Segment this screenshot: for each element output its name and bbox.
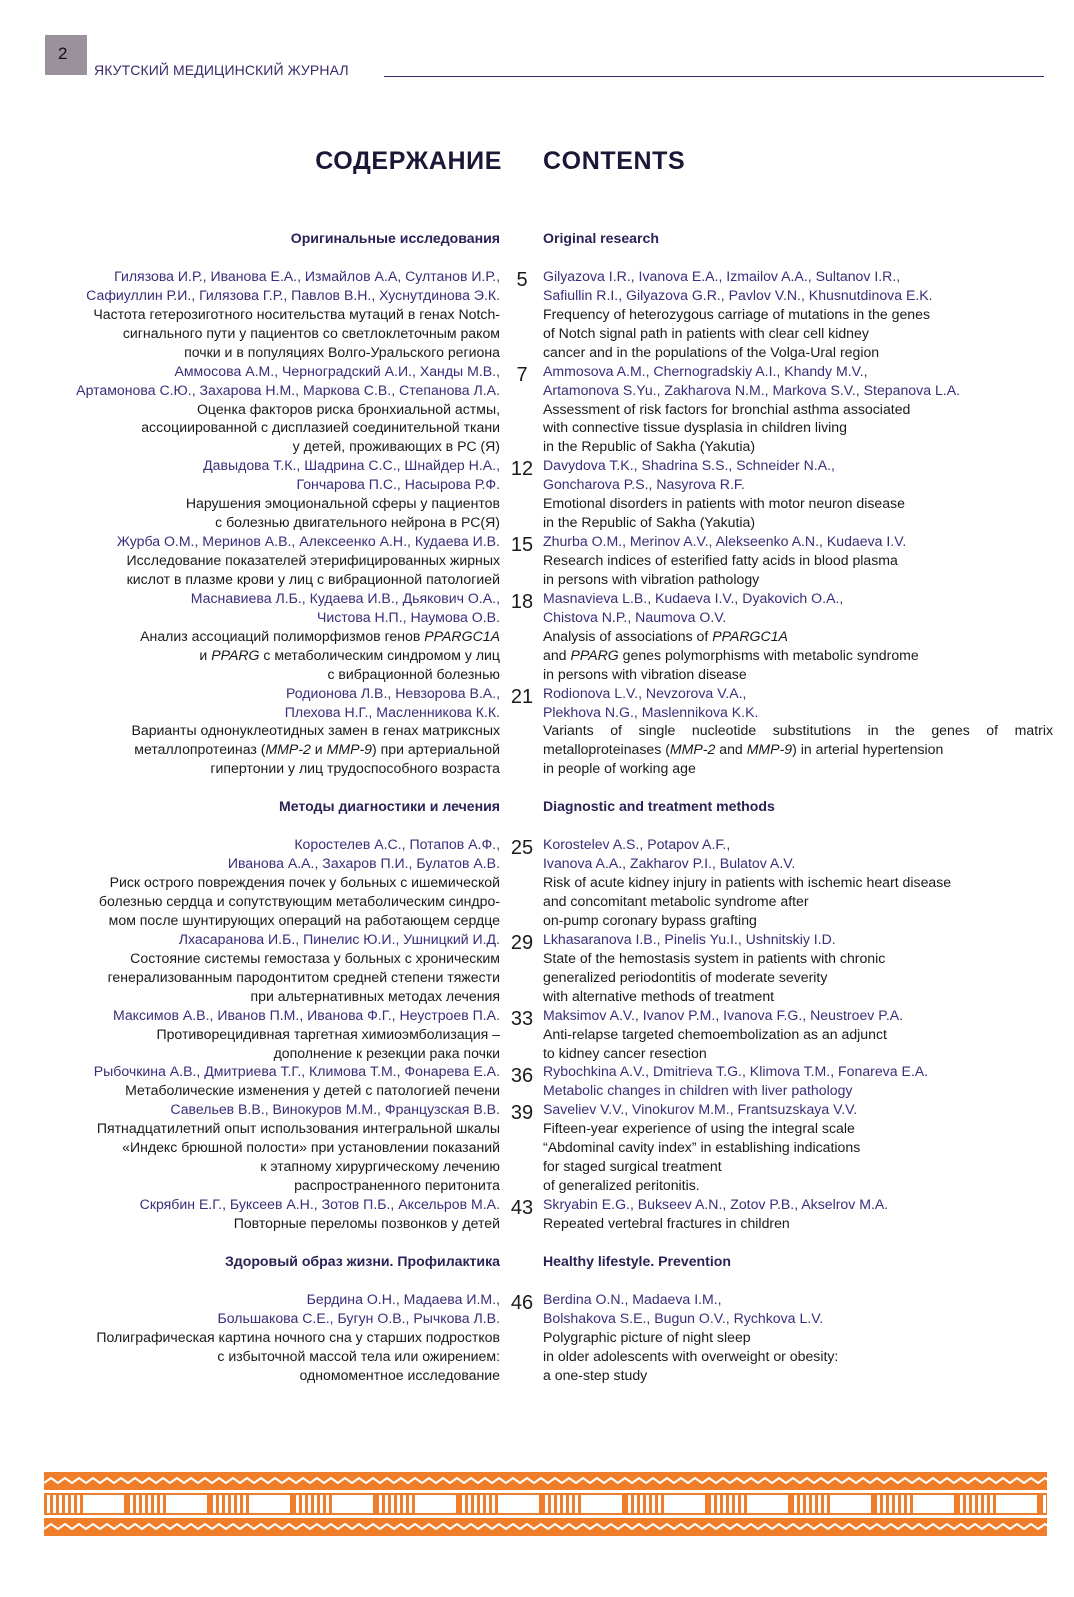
entry-title-en: in older adolescents with overweight or obesity:: [543, 1347, 839, 1364]
spacer: [503, 778, 541, 797]
entry-authors-en: Saveliev V.V., Vinokurov M.M., Frantsuzskaya V.V.: [543, 1101, 858, 1118]
entry-authors-ru: Максимов А.В., Иванов П.М., Иванова Ф.Г., Неустроев П.А.: [112, 1006, 500, 1023]
page-ref-slot: [503, 1195, 541, 1220]
spacer: [503, 513, 541, 532]
heading-en: CONTENTS: [543, 147, 686, 175]
entry-title-en: a one-step study: [543, 1366, 648, 1383]
page-ref-slot: [503, 589, 541, 613]
entry-title-ru: Оценка факторов риска бронхиальной астмы,: [196, 400, 500, 417]
spacer: [543, 816, 1053, 835]
entry-authors-en: Goncharova P.S., Nasyrova R.F.: [543, 476, 745, 493]
entry-title-ru: Повторные переломы позвонков у детей: [233, 1214, 500, 1231]
spacer: [543, 778, 1053, 797]
entry-title-ru: Пятнадцатилетний опыт использования интегральной шкалы: [96, 1120, 500, 1137]
entry-title-ru: «Индекс брюшной полости» при установлении показаний: [122, 1139, 500, 1156]
spacer: [503, 1233, 541, 1252]
entry-title-ru: Варианты однонуклеотидных замен в генах матриксных: [131, 722, 500, 739]
spacer: [503, 1347, 541, 1366]
entry-authors-en: Davydova T.K., Shadrina S.S., Schneider N.A.,: [543, 457, 835, 474]
entry-authors-en: Korostelev A.S., Potapov A.F.,: [543, 836, 731, 853]
page-ref-slot: [503, 532, 541, 557]
spacer: [503, 1366, 541, 1385]
spacer: [503, 437, 541, 456]
page-ref[interactable]: 43: [510, 1197, 534, 1220]
entry-authors-en: Ivanova A.A., Zakharov P.I., Bulatov A.V.: [543, 855, 796, 872]
page-ref-slot: [503, 1063, 541, 1087]
entry-title-en: in the Republic of Sakha (Yakutia): [543, 514, 756, 531]
page-ref[interactable]: 46: [510, 1292, 534, 1314]
spacer: [503, 1271, 541, 1290]
entry-title-en: with alternative methods of treatment: [543, 987, 775, 1004]
entry-title-ru: к этапному хирургическому лечению: [260, 1158, 500, 1175]
spacer: [0, 816, 500, 835]
entry-authors-en: Rodionova L.V., Nevzorova V.A.,: [543, 684, 747, 701]
spacer: [503, 1252, 541, 1271]
entry-title-en: cancer and in the populations of the Volga-Ural region: [543, 343, 880, 360]
entry-authors-en: Gilyazova I.R., Ivanova E.A., Izmailov A.A., Sultanov I.R.,: [543, 267, 901, 284]
page-ref[interactable]: 12: [510, 458, 534, 481]
entry-authors-ru: Лхасаранова И.Б., Пинелис Ю.И., Ушницкий И.Д.: [178, 930, 500, 947]
entry-title-ru: болезнью сердца и сопутствующим метаболическим синдро-: [98, 893, 500, 909]
entry-title-ru: одномоментное исследование: [299, 1366, 500, 1383]
entry-title-en: Metabolic changes in children with liver pathology: [543, 1082, 853, 1099]
entry-authors-ru: Родионова Л.В., Невзорова В.А.,: [285, 684, 500, 701]
section-heading-en: Original research: [543, 230, 659, 246]
spacer: [503, 229, 541, 248]
entry-authors-ru: Журба О.М., Меринов А.В., Алексеенко А.Н., Кудаева И.В.: [116, 533, 500, 550]
page-ref-slot: [503, 930, 541, 954]
entry-title-ru: и PPARG с метаболическим синдромом у лиц: [199, 646, 500, 663]
entry-authors-en: Masnavieva L.B., Kudaeva I.V., Dyakovich O.A.,: [543, 589, 844, 606]
entry-authors-ru: Иванова А.А., Захаров П.И., Булатов А.В.: [227, 855, 500, 872]
spacer: [543, 1233, 1053, 1252]
entry-authors-en: Plekhova N.G., Maslennikova K.K.: [543, 703, 759, 720]
page-ref[interactable]: 15: [510, 534, 534, 557]
entry-title-ru: Исследование показателей этерифицированных жирных: [126, 552, 500, 568]
section-heading-ru: Оригинальные исследования: [290, 230, 500, 246]
spacer: [503, 665, 541, 684]
heading-ru: СОДЕРЖАНИЕ: [315, 147, 502, 175]
entry-title-en: for staged surgical treatment: [543, 1158, 722, 1175]
entry-title-ru: с избыточной массой тела или ожирением:: [217, 1347, 500, 1364]
entry-authors-ru: Чистова Н.П., Наумова О.В.: [316, 608, 500, 625]
entry-title-ru: с болезнью двигательного нейрона в РС(Я): [215, 514, 500, 531]
spacer: [503, 570, 541, 589]
entry-title-ru: Состояние системы гемостаза у больных с хроническим: [130, 949, 500, 966]
spacer: [503, 1176, 541, 1195]
spacer: [0, 1271, 500, 1290]
entry-authors-en: Zhurba O.M., Merinov A.V., Alekseenko A.N., Kudaeva I.V.: [543, 533, 907, 550]
page-ref[interactable]: 39: [510, 1102, 534, 1125]
page-ref-slot: [503, 1100, 541, 1125]
spacer: [503, 740, 541, 759]
page-ref[interactable]: 29: [510, 932, 534, 954]
entry-authors-ru: Савельев В.В., Винокуров М.М., Французская В.В.: [170, 1101, 500, 1118]
entry-title-en: and concomitant metabolic syndrome after: [543, 893, 809, 909]
spacer: [543, 1271, 1053, 1290]
page-ref[interactable]: 21: [510, 685, 534, 708]
entry-title-ru: Частота гетерозиготного носительства мутаций в генах Notch-: [93, 305, 500, 322]
entry-title-en: with connective tissue dysplasia in children living: [543, 419, 847, 436]
page-ref[interactable]: 7: [516, 363, 528, 386]
entry-title-ru: ассоциированной с дисплазией соединительной ткани: [141, 419, 500, 436]
entry-title-ru: гипертонии у лиц трудоспособного возраста: [210, 760, 500, 777]
page-ref[interactable]: 36: [510, 1064, 534, 1087]
spacer: [503, 494, 541, 513]
entry-authors-ru: Бердина О.Н., Мадаева И.М.,: [306, 1290, 500, 1307]
entry-authors-en: Berdina O.N., Madaeva I.M.,: [543, 1290, 722, 1307]
spacer: [503, 305, 541, 324]
page-ref-slot: [503, 267, 541, 291]
spacer: [503, 1157, 541, 1176]
entry-title-ru: Полиграфическая картина ночного сна у старших подростков: [96, 1328, 500, 1345]
entry-title-en: on-pump coronary bypass grafting: [543, 911, 757, 928]
entry-title-en: Polygraphic picture of night sleep: [543, 1328, 751, 1345]
entry-authors-en: Rybochkina A.V., Dmitrieva T.G., Klimova T.M., Fonareva E.A.: [543, 1063, 929, 1080]
spacer: [503, 759, 541, 778]
entry-title-ru: Риск острого повреждения почек у больных с ишемической: [109, 874, 500, 891]
entry-title-ru: Анализ ассоциаций полиморфизмов генов PPARGC1A: [140, 627, 500, 644]
spacer: [503, 1044, 541, 1063]
entry-title-ru: почки и в популяциях Волго-Уральского региона: [184, 343, 500, 360]
entry-authors-ru: Давыдова Т.К., Шадрина С.С., Шнайдер Н.А.,: [203, 457, 500, 474]
entry-title-ru: Противорецидивная таргетная химиоэмболизация –: [156, 1025, 500, 1042]
spacer: [543, 248, 1053, 267]
entry-title-ru: дополнение к резекции рака почки: [273, 1044, 500, 1061]
entry-authors-ru: Большакова С.Е., Бугун О.В., Рычкова Л.В.: [217, 1309, 500, 1326]
page-ref-slot: [503, 1006, 541, 1030]
spacer: [503, 892, 541, 911]
spacer: [503, 873, 541, 892]
spacer: [503, 987, 541, 1006]
ornament-band: [44, 1472, 1047, 1536]
spacer: [503, 646, 541, 665]
entry-authors-en: Artamonova S.Yu., Zakharova N.M., Markova S.V., Stepanova L.A.: [543, 381, 961, 398]
entry-title-en: in people of working age: [543, 760, 696, 777]
spacer: [503, 722, 541, 741]
entry-title-en: to kidney cancer resection: [543, 1044, 707, 1061]
section-heading-en: Healthy lifestyle. Prevention: [543, 1252, 731, 1269]
entry-title-ru: генерализованным пародонтитом средней степени тяжести: [107, 968, 500, 985]
spacer: [503, 968, 541, 987]
spacer: [503, 1328, 541, 1347]
page-ref-slot: [503, 1290, 541, 1314]
entry-title-en: Repeated vertebral fractures in children: [543, 1214, 790, 1231]
entry-title-en: Anti-relapse targeted chemoembolization as an adjunct: [543, 1025, 887, 1042]
page-ref-slot: [503, 835, 541, 860]
entry-title-ru: с вибрационной болезнью: [327, 665, 500, 682]
spacer: [503, 248, 541, 267]
entry-title-en: generalized periodontitis of moderate severity: [543, 968, 828, 985]
entry-authors-ru: Скрябин Е.Г., Буксеев А.Н., Зотов П.Б., Аксельров М.А.: [139, 1196, 500, 1212]
entry-title-ru: металлопротеиназ (MMP-2 и MMP-9) при артериальной: [134, 741, 500, 758]
entry-authors-ru: Рыбочкина А.В., Дмитриева Т.Г., Климова Т.М., Фонарева Е.А.: [93, 1063, 500, 1080]
page-ref[interactable]: 25: [510, 837, 534, 860]
entry-title-ru: Метаболические изменения у детей с патологией печени: [125, 1082, 500, 1099]
entry-title-en: Research indices of esterified fatty acids in blood plasma: [543, 552, 898, 568]
entry-title-en: Variants of single nucleotide substitutions in the genes of matrix: [543, 722, 1053, 739]
entry-title-en: Fifteen-year experience of using the integral scale: [543, 1120, 855, 1137]
entry-title-en: State of the hemostasis system in patients with chronic: [543, 949, 886, 966]
page-ref-slot: [503, 362, 541, 386]
page-ref[interactable]: 33: [510, 1007, 534, 1030]
entry-title-en: “Abdominal cavity index” in establishing indications: [543, 1139, 861, 1156]
entry-title-ru: Нарушения эмоциональной сферы у пациентов: [185, 495, 500, 512]
entry-title-en: of generalized peritonitis.: [543, 1177, 700, 1194]
spacer: [503, 911, 541, 930]
page-ref-slot: [503, 456, 541, 481]
spacer: [503, 627, 541, 646]
spacer: [0, 1233, 500, 1252]
spacer: [503, 419, 541, 438]
entry-authors-en: Maksimov A.V., Ivanov P.M., Ivanova F.G., Neustroev P.A.: [543, 1006, 904, 1023]
spacer: [503, 324, 541, 343]
entry-title-en: in persons with vibration pathology: [543, 570, 760, 587]
spacer: [503, 343, 541, 362]
spacer: [0, 778, 500, 797]
entry-title-en: Analysis of associations of PPARGC1A: [543, 627, 788, 644]
entry-title-en: in the Republic of Sakha (Yakutia): [543, 438, 756, 455]
spacer: [503, 1138, 541, 1157]
toc-page-numbers: [503, 229, 541, 1385]
entry-title-en: Frequency of heterozygous carriage of mutations in the genes: [543, 305, 931, 322]
entry-authors-ru: Гончарова П.С., Насырова Р.Ф.: [296, 476, 500, 493]
page-ref[interactable]: 18: [510, 590, 534, 613]
entry-authors-en: Safiullin R.I., Gilyazova G.R., Pavlov V.N., Khusnutdinova E.K.: [543, 286, 933, 303]
entry-title-en: metalloproteinases (MMP-2 and MMP-9) in arterial hypertension: [543, 741, 944, 758]
header-rule: [384, 76, 1044, 77]
toc-column-ru: [0, 229, 500, 1385]
spacer: [503, 816, 541, 835]
page-ref-slot: [503, 684, 541, 708]
entry-title-en: Risk of acute kidney injury in patients with ischemic heart disease: [543, 874, 952, 891]
entry-authors-ru: Гилязова И.Р., Иванова Е.А., Измайлов А.А, Султанов И.Р.,: [114, 267, 500, 284]
toc-column-en: [543, 229, 1053, 1385]
entry-authors-ru: Артамонова С.Ю., Захарова Н.М., Маркова С.В., Степанова Л.А.: [76, 381, 500, 398]
entry-title-ru: распространенного перитонита: [294, 1177, 500, 1194]
entry-authors-ru: Плехова Н.Г., Масленникова К.К.: [284, 703, 500, 720]
journal-title: ЯКУТСКИЙ МЕДИЦИНСКИЙ ЖУРНАЛ: [94, 62, 349, 78]
entry-authors-ru: Маснавиева Л.Б., Кудаева И.В., Дьякович О.А.,: [190, 589, 500, 606]
page-number: 2: [58, 44, 68, 63]
section-heading-ru: Методы диагностики и лечения: [279, 798, 500, 815]
entry-authors-ru: Аммосова А.М., Черноградский А.И., Ханды М.В.,: [174, 362, 500, 379]
entry-title-ru: при альтернативных методах лечения: [250, 987, 500, 1004]
spacer: [0, 248, 500, 267]
entry-authors-en: Lkhasaranova I.B., Pinelis Yu.I., Ushnitskiy I.D.: [543, 930, 836, 947]
entry-title-ru: сигнального пути у пациентов со светлоклеточным раком: [122, 324, 500, 341]
entry-authors-en: Ammosova A.M., Chernogradskiy A.I., Khandy M.V.,: [543, 362, 868, 379]
entry-title-ru: мом после шунтирующих операций на работающем сердце: [108, 911, 500, 928]
entry-title-ru: кислот в плазме крови у лиц с вибрационной патологией: [126, 570, 500, 587]
spacer: [503, 400, 541, 419]
entry-authors-ru: Сафиуллин Р.И., Гилязова Г.Р., Павлов В.Н., Хуснутдинова Э.К.: [86, 286, 500, 303]
entry-title-ru: у детей, проживающих в РС (Я): [292, 438, 500, 455]
spacer: [503, 797, 541, 816]
entry-title-en: Assessment of risk factors for bronchial asthma associated: [543, 400, 911, 417]
entry-authors-en: Chistova N.P., Naumova O.V.: [543, 608, 727, 625]
section-heading-en: Diagnostic and treatment methods: [543, 798, 775, 815]
page-ref[interactable]: 5: [516, 269, 528, 291]
entry-title-en: and PPARG genes polymorphisms with metabolic syndrome: [543, 646, 919, 663]
entry-title-en: of Notch signal path in patients with clear cell kidney: [543, 324, 869, 341]
section-heading-ru: Здоровый образ жизни. Профилактика: [224, 1252, 500, 1269]
entry-title-en: in persons with vibration disease: [543, 665, 747, 682]
entry-authors-ru: Коростелев А.С., Потапов А.Ф.,: [294, 836, 500, 853]
entry-authors-en: Skryabin E.G., Bukseev A.N., Zotov P.B., Akselrov M.A.: [543, 1196, 889, 1212]
entry-title-en: Emotional disorders in patients with motor neuron disease: [543, 495, 905, 512]
entry-authors-en: Bolshakova S.E., Bugun O.V., Rychkova L.V.: [543, 1309, 824, 1326]
